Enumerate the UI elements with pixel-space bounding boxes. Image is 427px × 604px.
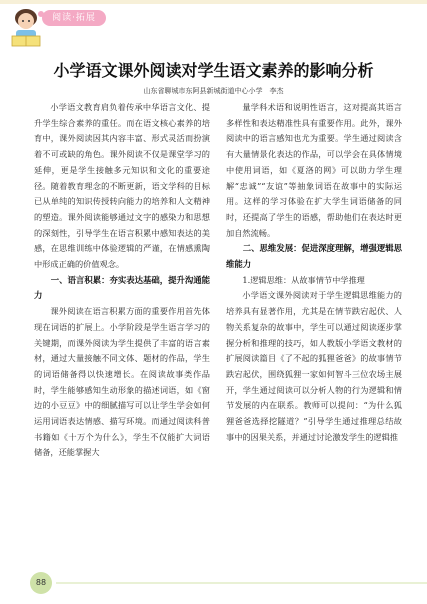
footer-rule [56,582,427,584]
paragraph-2: 课外阅读在语言积累方面的重要作用首先体现在词语的扩展上。小学阶段是学生语言学习的关键期，而课外阅读为学生提供了丰富的语言素材，通过大量接触不同文体、题材的作品，学生的词语储备得以快速增长。在阅读故事类作品时，学生能够感知生动形象的描述词语，如《窗边的小豆豆》中的细腻描写可以让学生学会如何运用词语表达情感、描写环境。而通过阅读科普书籍如《十万个为什么》，学生不仅能扩大词语储备，还能掌握大 [34,306,210,458]
left-column [34,100,210,461]
article-title: 小学语文课外阅读对学生语文素养的影响分析 [53,61,374,80]
top-band [0,0,427,4]
reading-child-icon [8,6,48,52]
intro-paragraph: 小学语文教育肩负着传承中华语言文化、提升学生综合素养的重任。而在语文核心素养的培育中，课外阅读因其内容丰富、形式灵活而扮演着不可或缺的角色。课外阅读不仅是课堂学习的延伸，更是学生接触多元知识和文化的重要途径。随着教育理念的不断更新，语文学科的目标已从单纯的知识传授转向能力的培养和人文精神的塑造。课外阅读能够通过文字的感染力和思想的深刻性，引导学生在语言积累中感知表达的美感，在思维训练中体验逻辑的严谨，在情感熏陶中形成正确的价值观念。 [34,102,210,270]
subheading-1: 1.逻辑思维：从故事情节中学推理 [242,274,365,285]
article-byline: 山东省聊城市东阿县新城街道中心小学 李杰 [143,87,284,95]
paragraph-3: 量学科术语和说明性语言，这对提高其语言多样性和表达精准性具有重要作用。此外，课外阅读中的语言感知也尤为重要。学生通过阅读含有大量情景化表达的作品，可以学会在具体情境中使用词语，如《夏洛的网》可以助力学生理解“忠诚”“友谊”等抽象词语在故事中的实际运用。这样的学习体验在扩大学生词语储备的同时，还提高了学生的语感，帮助他们在表达时更加自然流畅。 [226,102,402,238]
section-badge: 阅读·拓展 [42,10,106,26]
paragraph-4: 小学语文课外阅读对于学生逻辑思维能力的培养具有显著作用，尤其是在情节跌宕起伏、人物关系复杂的故事中，学生可以通过阅读逐步掌握分析和推理的技巧，如人教版小学语文教材的扩展阅读篇目《了不起的狐狸爸爸》的故事情节跌宕起伏，围绕狐狸一家如何智斗三位农场主展开，学生通过阅读可以分析人物的行为逻辑和情节发展的内在联系。教师可以提问：“为什么狐狸爸爸选择挖隧道？”引导学生通过推理总结故事中的因果关系，并通过讨论激发学生的逻辑推 [226,290,402,442]
section-heading-1: 一、语言积累：夯实表达基础，提升沟通能力 [34,274,210,301]
section-heading-2: 二、思维发展：促进深度理解，增强逻辑思维能力 [226,243,402,270]
right-column [226,100,402,445]
page-number: 88 [30,572,52,594]
